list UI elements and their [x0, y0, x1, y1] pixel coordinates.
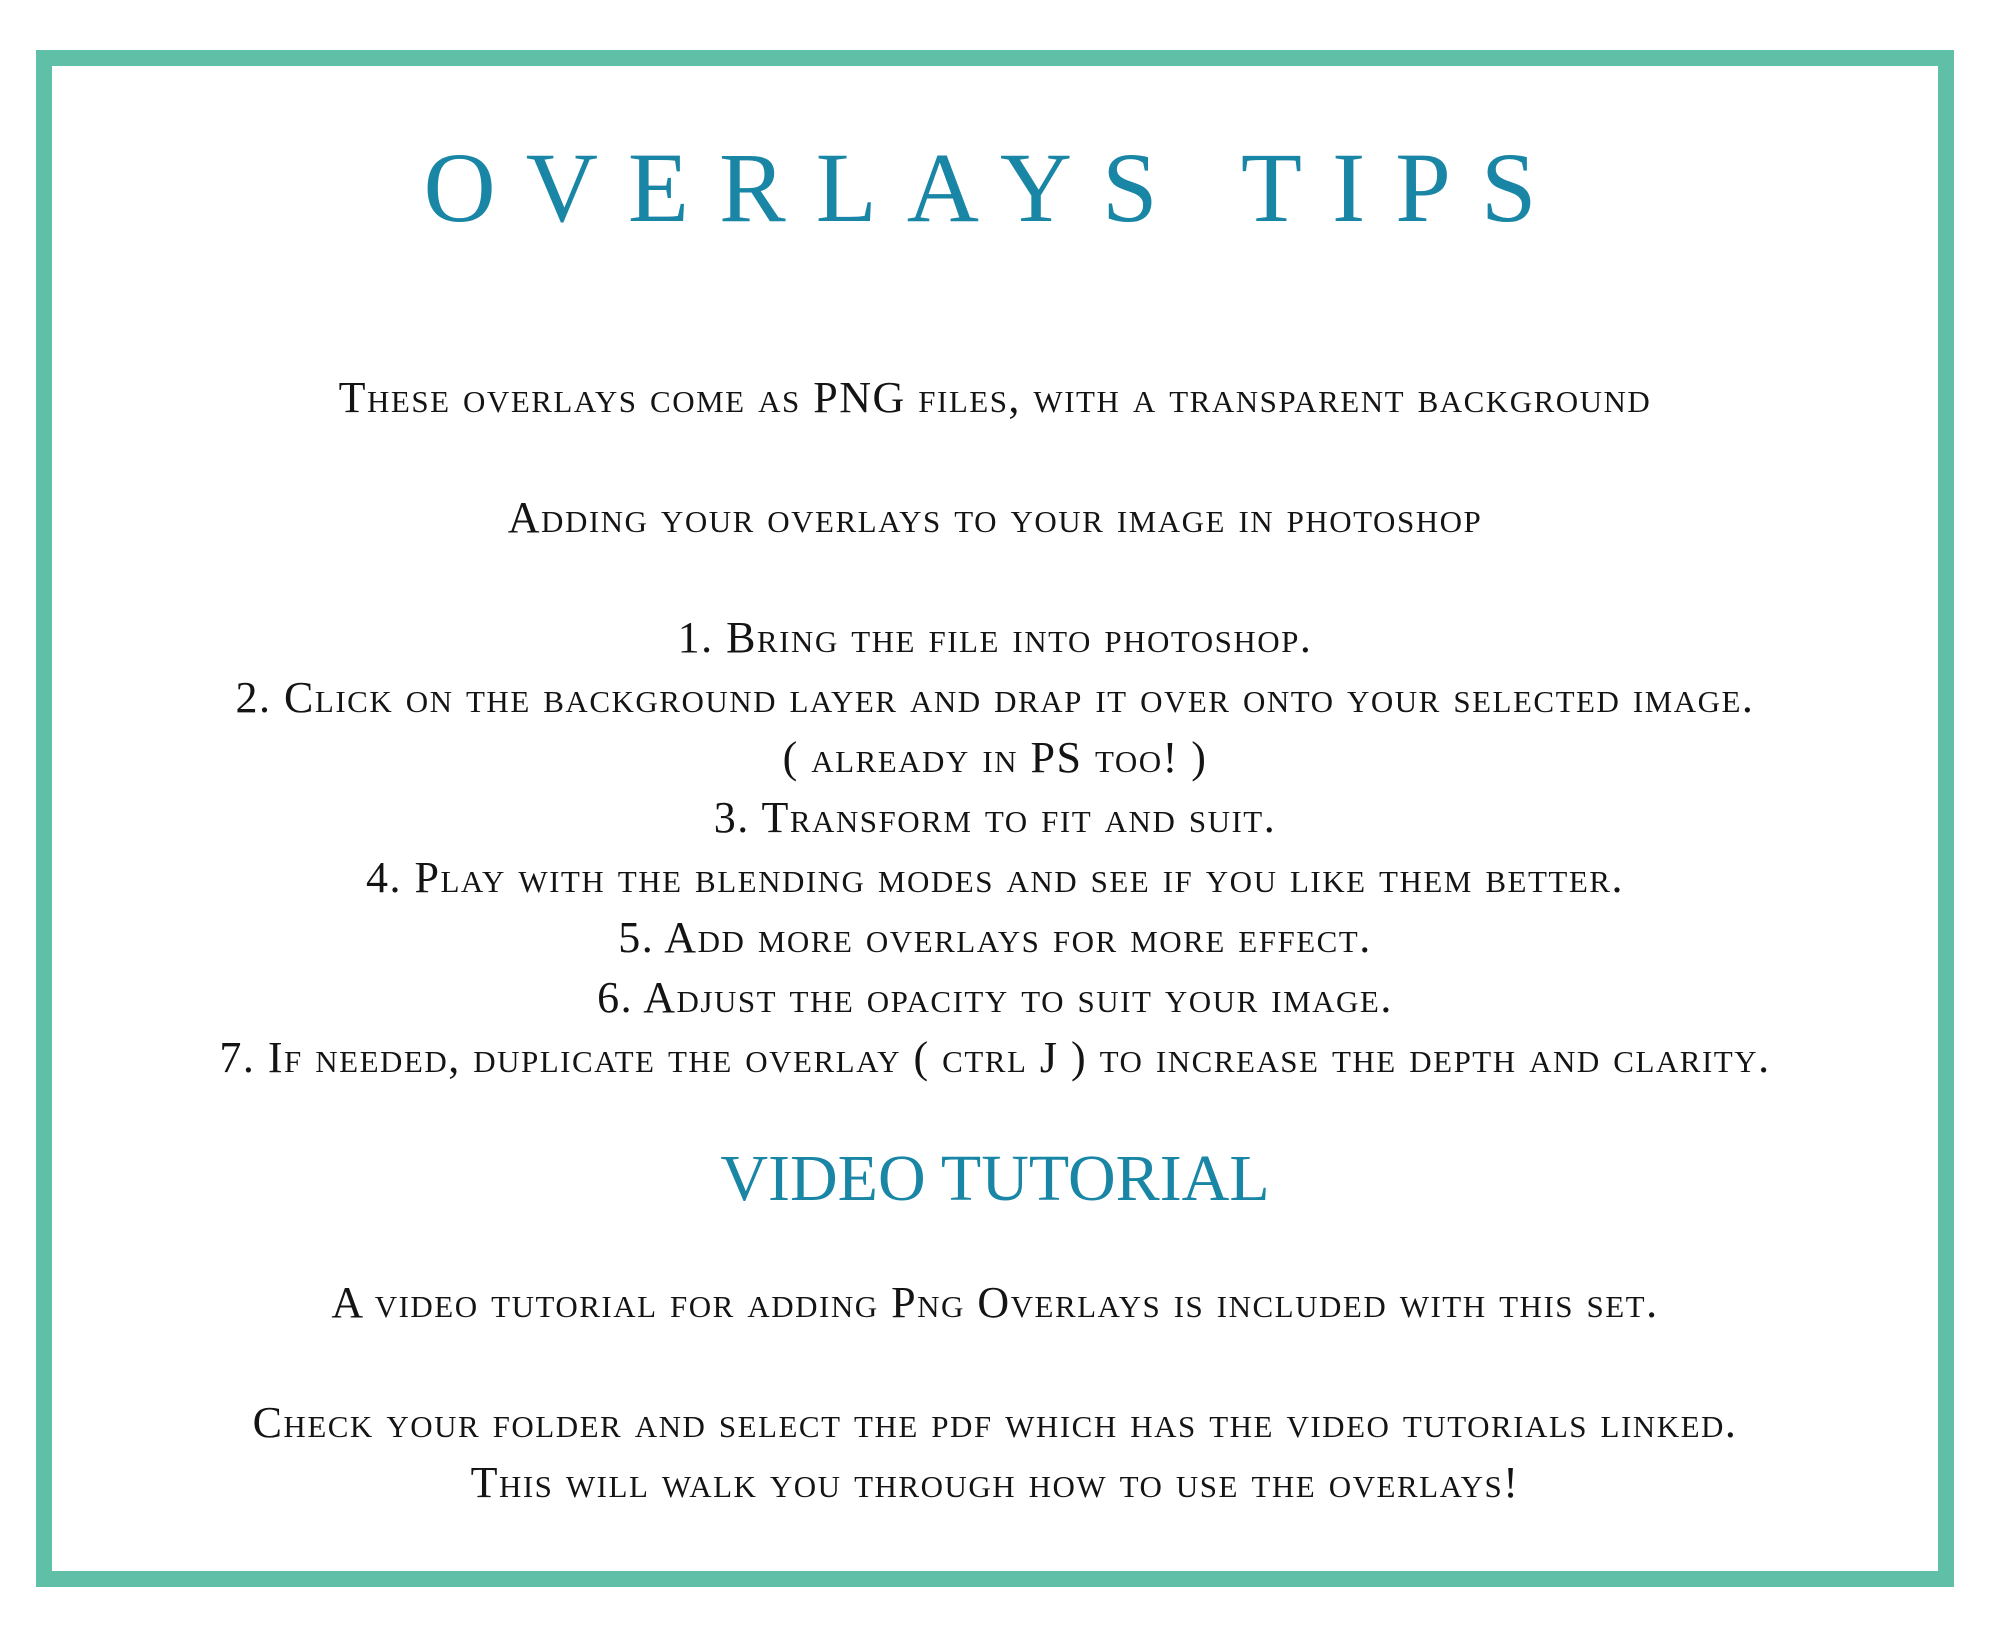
check-folder-note: Check your folder and select the pdf which has the video tutorials linked. — [252, 1398, 1738, 1447]
step-item: 7. If needed, duplicate the overlay ( ctrl J ) to increase the depth and clarity. — [219, 1033, 1771, 1082]
walkthrough-note: This will walk you through how to use the overlays! — [470, 1458, 1520, 1507]
step-item: 3. Transform to fit and suit. — [713, 793, 1277, 842]
step-item: 6. Adjust the opacity to suit your image. — [597, 973, 1393, 1022]
page-title: OVERLAYS TIPS — [423, 132, 1567, 243]
video-included-note: A video tutorial for adding Png Overlays is included with this set. — [331, 1278, 1659, 1327]
step-item-note: ( already in PS too! ) — [782, 733, 1208, 782]
step-item: 4. Play with the blending modes and see if you like them better. — [366, 853, 1624, 902]
step-item: 5. Add more overlays for more effect. — [618, 913, 1372, 962]
step-item: 1. Bring the file into photoshop. — [677, 613, 1313, 662]
format-note: These overlays come as PNG files, with a transparent background — [338, 373, 1652, 422]
video-tutorial-heading: VIDEO TUTORIAL — [720, 1142, 1270, 1215]
page-frame — [36, 50, 1954, 1587]
how-to-heading: Adding your overlays to your image in photoshop — [507, 493, 1483, 542]
step-item: 2. Click on the background layer and drap it over onto your selected image. — [235, 673, 1755, 722]
